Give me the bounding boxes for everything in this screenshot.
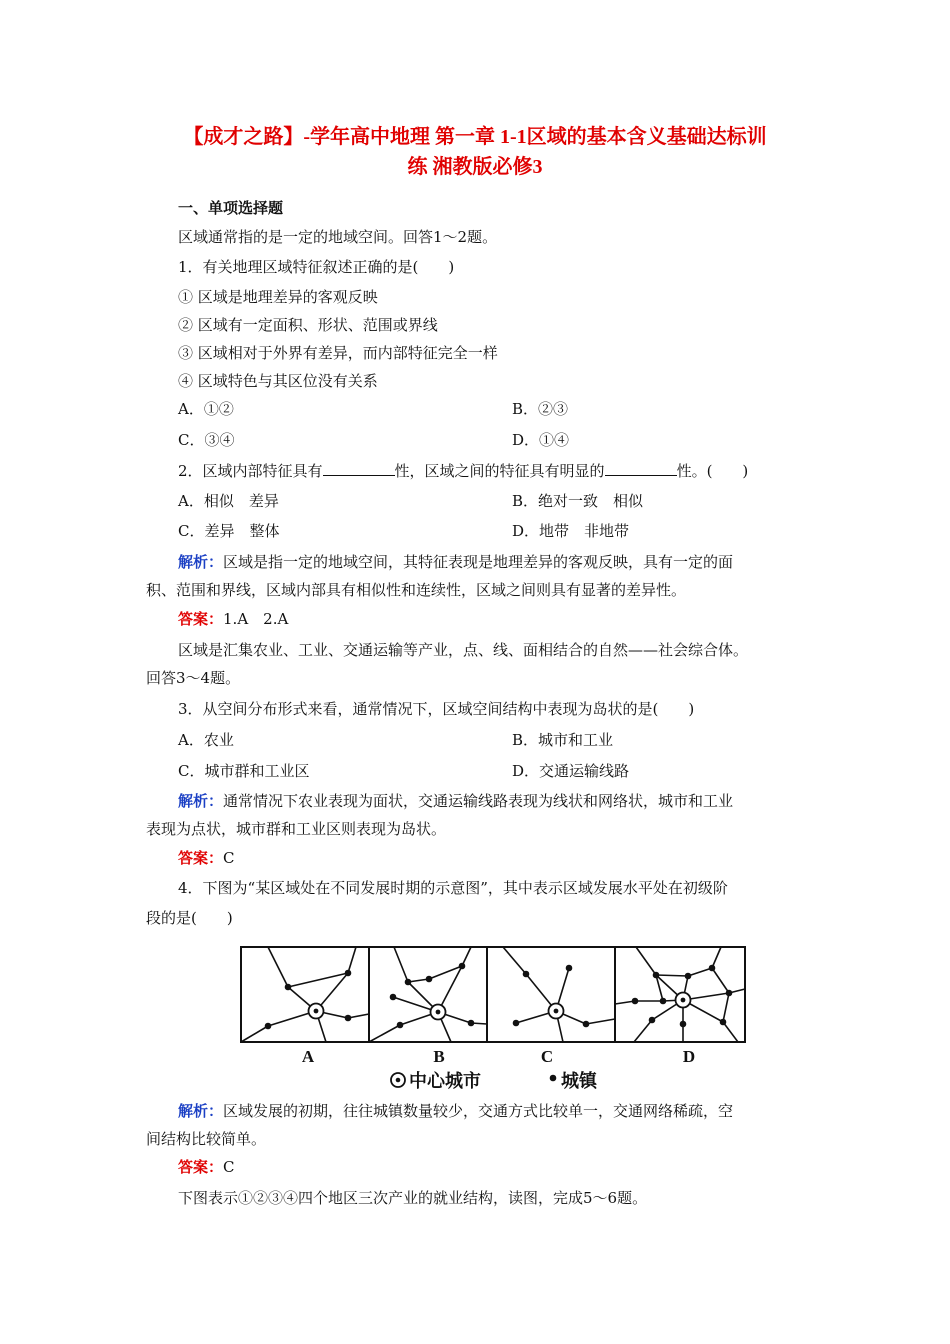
- q2-blank-1: [323, 461, 395, 476]
- panel-b-frame: [369, 947, 487, 1042]
- intro-1: 区域通常指的是一定的地域空间。回答1～2题。: [178, 228, 498, 246]
- analysis-4-line-2: 间结构比较简单。: [146, 1130, 267, 1148]
- document-title: [120, 122, 830, 182]
- answer-1-text: 1.A 2.A: [223, 610, 289, 628]
- town-dot: [566, 965, 573, 972]
- q2-stem: [178, 461, 748, 481]
- q1-option-d: D．①④: [512, 431, 570, 449]
- town-dot: [709, 965, 716, 972]
- q1-item-3: ③ 区域相对于外界有差异，而内部特征完全一样: [178, 344, 498, 362]
- town-dot: [285, 984, 292, 991]
- analysis-3-line-1: [178, 791, 733, 811]
- q2-option-d: D．地带 非地带: [512, 522, 630, 540]
- q1-item-4: ④ 区域特色与其区位没有关系: [178, 372, 378, 390]
- q1-option-a: A．①②: [178, 400, 234, 418]
- town-dot: [265, 1023, 272, 1030]
- panel-a-frame: [241, 947, 369, 1042]
- q2-stem-part-2: 性，区域之间的特征具有明显的: [394, 462, 605, 480]
- figure-svg: [238, 944, 750, 1096]
- answer-1: [178, 609, 288, 629]
- title-line-2: 练 湘教版必修3: [407, 156, 543, 178]
- town-dot: [513, 1020, 520, 1027]
- q2-stem-part-1: 2．区域内部特征具有: [178, 462, 323, 480]
- town-dot: [397, 1022, 404, 1029]
- q3-option-a: A．农业: [178, 731, 234, 749]
- town-dot: [680, 1021, 687, 1028]
- title-line-1: 【成才之路】-学年高中地理 第一章 1-1区域的基本含义基础达标训: [183, 126, 767, 148]
- q1-stem: 1．有关地理区域特征叙述正确的是( ): [178, 258, 455, 276]
- intro-3: 下图表示①②③④四个地区三次产业的就业结构，读图，完成5～6题。: [178, 1189, 648, 1207]
- town-dot: [720, 1019, 727, 1026]
- q2-option-c: C．差异 整体: [178, 522, 280, 540]
- town-dot: [523, 971, 530, 978]
- answer-label: 答案：: [178, 610, 224, 628]
- analysis-label: 解析：: [178, 553, 224, 571]
- legend-town: 城镇: [561, 1071, 597, 1092]
- town-dot: [459, 963, 466, 970]
- answer-3-text: C: [223, 849, 235, 867]
- q2-blank-2: [605, 461, 677, 476]
- panel-label-c: C: [540, 1047, 554, 1066]
- q1-item-2: ② 区域有一定面积、形状、范围或界线: [178, 316, 438, 334]
- analysis-3-line-2: 表现为点状，城市群和工业区则表现为岛状。: [146, 820, 447, 838]
- intro-2-line-1: 区域是汇集农业、工业、交通运输等产业，点、线、面相结合的自然——社会综合体。: [178, 641, 749, 659]
- town-dot: [345, 1015, 352, 1022]
- town-icon: [550, 1075, 557, 1082]
- panel-c-frame: [487, 947, 615, 1042]
- q2-option-b: B．绝对一致 相似: [512, 492, 644, 510]
- analysis-label: 解析：: [178, 792, 224, 810]
- town-dot: [390, 994, 397, 1001]
- town-dot: [405, 979, 412, 986]
- analysis-1-text: 区域是指一定的地域空间，其特征表现是地理差异的客观反映，具有一定的面: [223, 553, 734, 571]
- q4-line-1: 4．下图为“某区域处在不同发展时期的示意图”，其中表示区域发展水平处在初级阶: [178, 879, 728, 897]
- town-dot: [726, 990, 733, 997]
- analysis-1-line-2: 积、范围和界线，区域内部具有相似性和连续性，区域之间则具有显著的差异性。: [146, 581, 687, 599]
- q1-option-c: C．③④: [178, 431, 235, 449]
- town-dot: [583, 1021, 590, 1028]
- analysis-4-text: 区域发展的初期，往往城镇数量较少，交通方式比较单一，交通网络稀疏，空: [223, 1102, 734, 1120]
- analysis-4-line-1: [178, 1101, 733, 1121]
- q2-option-a: A．相似 差异: [178, 492, 279, 510]
- town-dot: [660, 998, 667, 1005]
- panel-label-d: D: [682, 1047, 696, 1066]
- q3-option-d: D．交通运输线路: [512, 762, 630, 780]
- panel-label-b: B: [433, 1047, 445, 1066]
- analysis-1-line-1: [178, 552, 733, 572]
- answer-4: [178, 1157, 235, 1177]
- town-dot: [685, 973, 692, 980]
- figure-legend: [391, 1070, 598, 1092]
- section-heading: 一、单项选择题: [178, 199, 284, 217]
- analysis-label: 解析：: [178, 1102, 224, 1120]
- answer-4-text: C: [223, 1158, 235, 1176]
- town-dot: [468, 1020, 475, 1027]
- q1-item-1: ① 区域是地理差异的客观反映: [178, 288, 378, 306]
- q4-line-2: 段的是( ): [146, 909, 233, 927]
- q3-stem: 3．从空间分布形式来看，通常情况下，区域空间结构中表现为岛状的是( ): [178, 700, 695, 718]
- answer-label: 答案：: [178, 849, 224, 867]
- town-dot: [426, 976, 433, 983]
- intro-2-line-2: 回答3～4题。: [146, 669, 241, 687]
- town-dot: [653, 972, 660, 979]
- q1-option-b: B．②③: [512, 400, 569, 418]
- analysis-3-text: 通常情况下农业表现为面状，交通运输线路表现为线状和网络状，城市和工业: [223, 792, 734, 810]
- panel-label-a: A: [301, 1047, 315, 1066]
- q2-stem-part-3: 性。( ): [676, 462, 749, 480]
- town-dot: [345, 970, 352, 977]
- development-stage-figure: [238, 944, 750, 1100]
- q3-option-c: C．城市群和工业区: [178, 762, 310, 780]
- answer-label: 答案：: [178, 1158, 224, 1176]
- q3-option-b: B．城市和工业: [512, 731, 614, 749]
- town-dot: [632, 998, 639, 1005]
- answer-3: [178, 848, 235, 868]
- legend-central-city: 中心城市: [409, 1071, 481, 1092]
- town-dot: [649, 1017, 656, 1024]
